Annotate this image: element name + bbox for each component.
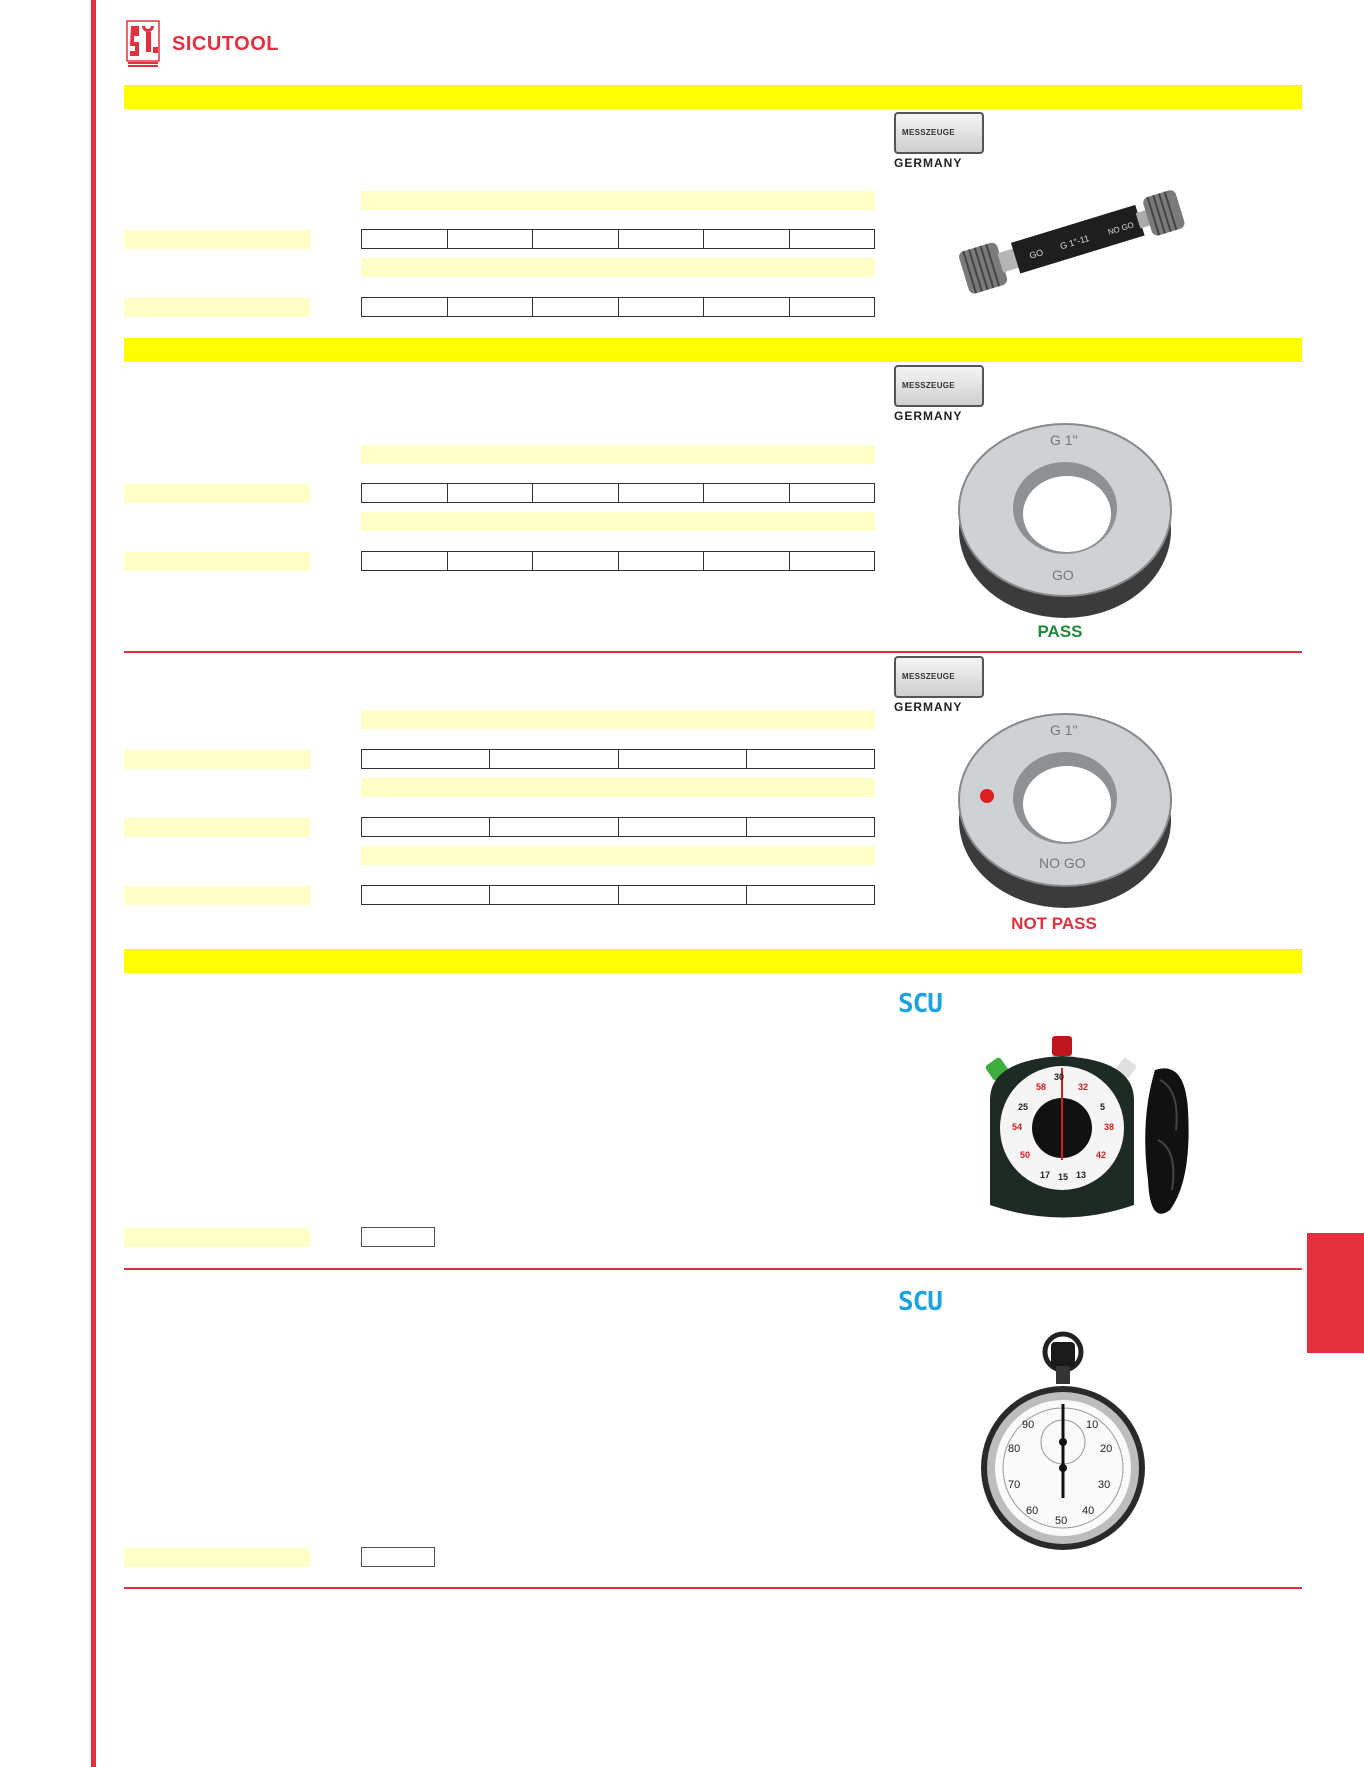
nogo-ring-gauge-image (955, 700, 1175, 915)
row-label-bar (124, 298, 310, 317)
table-cell (362, 552, 448, 570)
table-cell (490, 750, 618, 768)
mb-brand-logo: MESSZEUGE GERMANY (894, 112, 986, 172)
section-divider (124, 1587, 1302, 1589)
table-cell (490, 818, 618, 836)
table-cell (619, 230, 705, 248)
table-cell (790, 298, 875, 316)
section-divider (124, 651, 1302, 653)
table-cell (619, 750, 747, 768)
pocket-stopwatch-image (978, 1330, 1148, 1555)
row-label-bar (124, 230, 310, 249)
table-cell (362, 484, 448, 502)
left-margin-rule (91, 0, 96, 1767)
svg-text:54: 54 (1012, 1122, 1023, 1132)
single-value-cell (361, 1547, 435, 1567)
svg-text:NO GO: NO GO (1039, 855, 1086, 871)
row-label-bar (124, 750, 310, 769)
data-table-row (361, 297, 875, 317)
table-cell (362, 886, 490, 904)
svg-text:42: 42 (1096, 1150, 1107, 1160)
scu-brand-logo: SCU (898, 1287, 942, 1317)
table-header-bar (361, 258, 875, 277)
data-table-row (361, 885, 875, 905)
table-cell (362, 818, 490, 836)
table-cell (448, 484, 534, 502)
chapter-tab (1307, 1233, 1364, 1353)
svg-text:13: 13 (1076, 1170, 1087, 1180)
table-cell (362, 298, 448, 316)
not-pass-status-label: NOT PASS (1011, 914, 1097, 933)
row-label-bar (124, 818, 310, 837)
svg-text:G 1": G 1" (1050, 722, 1078, 738)
table-cell (619, 298, 705, 316)
data-table-row (361, 749, 875, 769)
svg-text:GO: GO (1052, 567, 1074, 583)
svg-text:40: 40 (1082, 1505, 1095, 1517)
svg-text:80: 80 (1008, 1443, 1021, 1455)
section-divider (124, 1268, 1302, 1270)
table-cell (704, 230, 790, 248)
svg-text:15: 15 (1058, 1172, 1069, 1182)
svg-text:38: 38 (1104, 1122, 1115, 1132)
mb-brand-logo: MESSZEUGE GERMANY (894, 656, 986, 716)
row-label-bar (124, 552, 310, 571)
section-2-header-band (124, 338, 1302, 362)
svg-text:GO: GO (1028, 247, 1045, 261)
svg-text:70: 70 (1008, 1479, 1021, 1491)
table-cell (704, 552, 790, 570)
table-cell (448, 298, 534, 316)
row-label-bar (124, 1228, 310, 1247)
row-label-bar (124, 484, 310, 503)
plug-gauge-image (938, 178, 1198, 303)
scu-brand-logo: SCU (898, 989, 942, 1019)
table-cell (747, 750, 874, 768)
table-header-bar (361, 445, 875, 464)
table-cell (448, 552, 534, 570)
table-cell (448, 230, 534, 248)
table-header-bar (361, 512, 875, 531)
table-cell (619, 886, 747, 904)
table-header-bar (361, 778, 875, 797)
table-cell (533, 298, 619, 316)
svg-text:17: 17 (1040, 1170, 1051, 1180)
table-cell (704, 484, 790, 502)
svg-text:5: 5 (1100, 1102, 1106, 1112)
stopwatch-lanyard-image (980, 1030, 1210, 1240)
svg-text:G 1": G 1" (1050, 432, 1078, 448)
row-label-bar (124, 886, 310, 905)
table-cell (747, 818, 874, 836)
table-cell (790, 484, 875, 502)
company-logo (126, 20, 279, 68)
svg-text:58: 58 (1036, 1082, 1047, 1092)
data-table-row (361, 817, 875, 837)
table-header-bar (361, 191, 875, 210)
table-cell (362, 230, 448, 248)
logo-wordmark: SICUTOOL (172, 32, 279, 55)
table-cell (790, 552, 875, 570)
mb-brand-logo: MESSZEUGE GERMANY (894, 365, 986, 425)
svg-text:30: 30 (1098, 1479, 1111, 1491)
data-table-row (361, 551, 875, 571)
svg-text:20: 20 (1100, 1443, 1113, 1455)
table-cell (533, 230, 619, 248)
svg-text:50: 50 (1055, 1515, 1068, 1527)
table-cell (619, 818, 747, 836)
row-label-bar (124, 1548, 310, 1567)
table-cell (533, 484, 619, 502)
table-cell (747, 886, 874, 904)
svg-text:10: 10 (1086, 1419, 1099, 1431)
svg-text:NO GO: NO GO (1106, 220, 1135, 237)
svg-text:G 1"-11: G 1"-11 (1058, 233, 1091, 252)
table-header-bar (361, 710, 875, 729)
svg-text:32: 32 (1078, 1082, 1089, 1092)
svg-text:50: 50 (1020, 1150, 1031, 1160)
data-table-row (361, 483, 875, 503)
svg-text:25: 25 (1018, 1102, 1029, 1112)
table-cell (533, 552, 619, 570)
svg-text:30: 30 (1054, 1072, 1065, 1082)
table-cell (490, 886, 618, 904)
section-1-header-band (124, 85, 1302, 109)
section-4-header-band (124, 949, 1302, 973)
data-table-row (361, 229, 875, 249)
table-cell (619, 484, 705, 502)
table-cell (790, 230, 875, 248)
table-cell (362, 750, 490, 768)
svg-text:60: 60 (1026, 1505, 1039, 1517)
table-cell (619, 552, 705, 570)
go-ring-gauge-image (955, 410, 1175, 625)
svg-text:90: 90 (1022, 1419, 1035, 1431)
single-value-cell (361, 1227, 435, 1247)
table-header-bar (361, 846, 875, 865)
table-cell (704, 298, 790, 316)
pass-status-label: PASS (1037, 622, 1083, 641)
sicutool-logo-icon (126, 20, 160, 68)
